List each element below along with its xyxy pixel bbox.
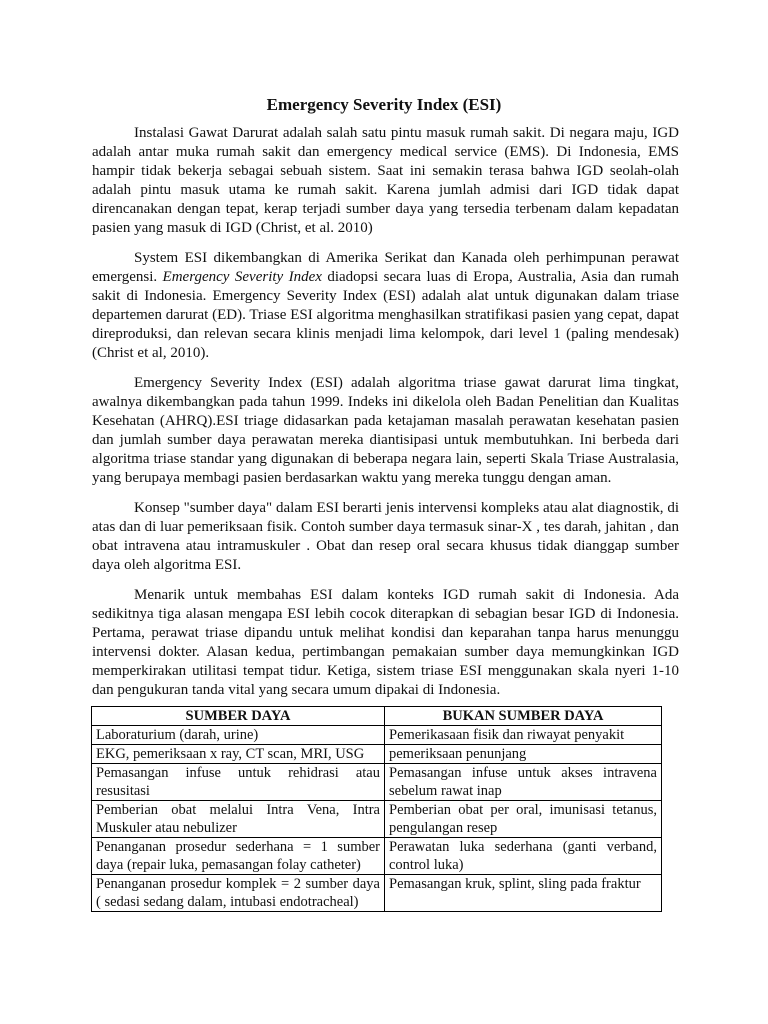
paragraph-esi-system	[92, 249, 679, 363]
resources-table	[91, 706, 662, 912]
document-title: Emergency Severity Index (ESI)	[266, 95, 502, 114]
table-cell: Perawatan luka sederhana (ganti verband, control luka)	[385, 838, 662, 875]
table-row	[92, 875, 662, 912]
table-row	[92, 726, 662, 745]
table-header-resources: SUMBER DAYA	[92, 707, 385, 726]
table-cell: Pemberian obat per oral, imunisasi tetanus, pengulangan resep	[385, 801, 662, 838]
table-cell: Pemasangan infuse untuk akses intravena sebelum rawat inap	[385, 764, 662, 801]
table-header-row	[92, 707, 662, 726]
paragraph-text: diadopsi secara luas di Eropa, Australia, Asia dan rumah sakit di Indonesia. Emergency Severity Index (ESI) adalah alat untuk digunakan dalam triase departemen darurat (ED). Triase ESI algoritma menghasilkan stratifikasi pasien yang cepat, dapat direproduksi, dan relevan secara klinis menjadi lima kelompok, dari level 1 (paling mendesak) (Christ et al, 2010).	[92, 269, 679, 361]
table-cell: Pemasangan kruk, splint, sling pada fraktur	[385, 875, 662, 912]
table-cell: Laboraturium (darah, urine)	[92, 726, 385, 745]
table-cell: Pemerikasaan fisik dan riwayat penyakit	[385, 726, 662, 745]
italic-term: Emergency Severity Index	[162, 269, 322, 285]
paragraph-esi-algorithm: Emergency Severity Index (ESI) adalah algoritma triase gawat darurat lima tingkat, awalnya dikembangkan pada tahun 1999. Indeks ini dikelola oleh Badan Penelitian dan Kualitas Kesehatan (AHRQ).ESI triage didasarkan pada ketajaman masalah perawatan kesehatan pasien dan jumlah sumber daya perawatan mereka diantisipasi untuk membutuhkan. Ini berbeda dari algoritma triase standar yang digunakan di beberapa negara lain, seperti Skala Triase Australasia, yang berupaya membagi pasien berdasarkan waktu yang mereka tunggu dengan aman.	[92, 375, 679, 486]
table-cell: Pemasangan infuse untuk rehidrasi atau resusitasi	[92, 764, 385, 801]
document-body	[92, 124, 679, 711]
paragraph-text: System ESI dikembangkan di Amerika Serikat dan Kanada oleh perhimpunan perawat emergensi.	[92, 250, 679, 285]
paragraph-resource-concept: Konsep "sumber daya" dalam ESI berarti jenis intervensi kompleks atau alat diagnostik, di atas dan di luar pemeriksaan fisik. Contoh sumber daya termasuk sinar-X , tes darah, jahitan , dan obat intravena atau intramuskuler . Obat dan resep oral secara khusus tidak dianggap sumber daya oleh algoritma ESI.	[92, 500, 679, 573]
table-header-non-resources: BUKAN SUMBER DAYA	[385, 707, 662, 726]
table-cell: Penanganan prosedur sederhana = 1 sumber daya (repair luka, pemasangan folay catheter)	[92, 838, 385, 875]
table-row	[92, 801, 662, 838]
table-cell: EKG, pemeriksaan x ray, CT scan, MRI, USG	[92, 745, 385, 764]
paragraph-esi-indonesia: Menarik untuk membahas ESI dalam konteks IGD rumah sakit di Indonesia. Ada sedikitnya tiga alasan mengapa ESI lebih cocok diterapkan di sebagian besar IGD di Indonesia. Pertama, perawat triase dipandu untuk melihat kondisi dan keparahan tanpa harus menunggu intervensi dokter. Alasan kedua, pertimbangan pemakaian sumber daya memungkinkan IGD memperkirakan utilitasi tempat tidur. Ketiga, sistem triase ESI menggunakan skala nyeri 1-10 dan pengukuran tanda vital yang secara umum dipakai di Indonesia.	[92, 587, 679, 698]
table-row	[92, 838, 662, 875]
table-row	[92, 764, 662, 801]
table-cell: pemeriksaan penunjang	[385, 745, 662, 764]
table-row	[92, 745, 662, 764]
paragraph-intro-igd: Instalasi Gawat Darurat adalah salah satu pintu masuk rumah sakit. Di negara maju, IGD adalah antar muka rumah sakit dan emergency medical service (EMS). Di Indonesia, EMS hampir tidak bekerja sebagai sebuah sistem. Saat ini semakin terasa bahwa IGD seolah-olah adalah pintu masuk utama ke rumah sakit. Karena jumlah admisi dari IGD tidak dapat direncanakan dengan tepat, kerap terjadi sumber daya yang tersedia terbenam dalam kepadatan pasien yang masuk di IGD (Christ, et al. 2010)	[92, 125, 679, 236]
table-cell: Pemberian obat melalui Intra Vena, Intra Muskuler atau nebulizer	[92, 801, 385, 838]
table-cell: Penanganan prosedur komplek = 2 sumber daya ( sedasi sedang dalam, intubasi endotracheal)	[92, 875, 385, 912]
